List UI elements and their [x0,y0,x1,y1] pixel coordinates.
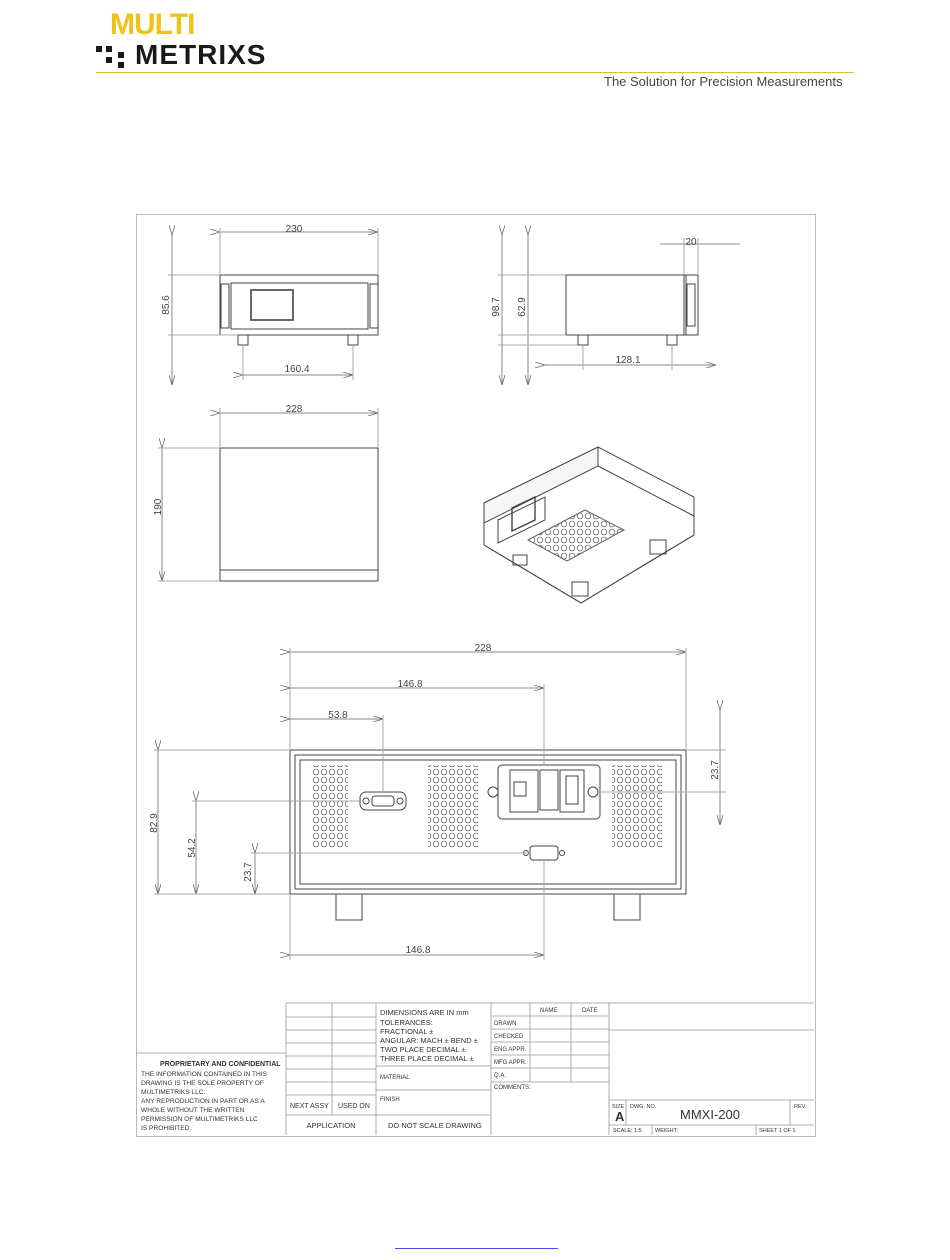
tb-size-label: SIZE [612,1104,625,1110]
tb-qa: Q.A. [494,1073,507,1079]
dim-rear-dsub-x: 146.8 [405,945,431,956]
tb-prop-line: IS PROHIBITED. [141,1125,192,1132]
tb-dwg-label: DWG. NO. [630,1104,657,1110]
tb-prop-line: DRAWING IS THE SOLE PROPERTY OF [141,1080,264,1087]
rear-view [154,648,726,960]
dim-rear-width: 228 [474,643,492,654]
tagline: The Solution for Precision Measurements [604,74,843,89]
tb-three-place: THREE PLACE DECIMAL ± [380,1054,474,1063]
dim-front-width: 230 [285,224,303,235]
tb-sheet: SHEET 1 OF 1 [759,1128,796,1134]
tb-eng-appr: ENG APPR. [494,1047,527,1053]
tb-checked: CHECKED [494,1034,524,1040]
tb-dwg-no: MMXI-200 [680,1107,740,1122]
dim-rear-height: 82.9 [149,813,160,833]
tb-size: A [615,1109,625,1124]
dim-side-body: 62.9 [517,297,528,317]
tb-next-assy: NEXT ASSY [290,1103,329,1110]
tb-used-on: USED ON [338,1103,370,1110]
dim-side-height: 98.7 [491,297,502,317]
tb-finish: FINISH [380,1097,400,1103]
tb-prop-line: WHOLE WITHOUT THE WRITTEN [141,1107,245,1114]
tb-proprietary-title: PROPRIETARY AND CONFIDENTIAL [160,1061,281,1068]
tb-mfg-appr: MFG APPR. [494,1060,527,1066]
dim-side-feet: 128.1 [615,355,641,366]
tb-material: MATERIAL [380,1075,410,1081]
logo-metrixs-text: METRIXS [135,39,267,70]
front-view [168,228,378,385]
footer-link-underline[interactable] [395,1248,558,1249]
dim-top-depth: 190 [153,498,164,516]
tb-weight: WEIGHT: [655,1128,678,1134]
tb-prop-line: PERMISSION OF MULTIMETRIKS LLC [141,1116,258,1123]
dim-rear-dsub-height: 23.7 [243,862,254,882]
tb-drawn: DRAWN [494,1021,517,1027]
tb-prop-line: MULTIMETRIKS LLC. [141,1089,206,1096]
tb-fractional: FRACTIONAL ± [380,1027,434,1036]
tb-application: APPLICATION [306,1121,356,1130]
tb-do-not-scale: DO NOT SCALE DRAWING [388,1121,482,1130]
tb-date-col: DATE [582,1008,598,1014]
tb-tolerances: TOLERANCES: [380,1018,433,1027]
tb-prop-line: ANY REPRODUCTION IN PART OR AS A [141,1098,265,1105]
tb-scale: SCALE: 1:5 [613,1128,642,1134]
tb-comments: COMMENTS: [494,1085,531,1091]
dim-rear-connector: 146.8 [397,679,423,690]
dim-top-width: 228 [285,404,303,415]
dim-rear-db: 53.8 [328,710,348,721]
dim-rear-power-offset: 23.7 [710,760,721,780]
tb-prop-line: THE INFORMATION CONTAINED IN THIS [141,1071,268,1078]
dim-front-feet: 160.4 [284,364,310,375]
tb-angular: ANGULAR: MACH ± BEND ± [380,1036,478,1045]
tb-name-col: NAME [540,1008,558,1014]
dim-front-height: 85.6 [161,295,172,315]
tb-dims-note: DIMENSIONS ARE IN mm [380,1008,469,1017]
top-view [158,408,378,581]
logo-multi-text: MULTI [110,8,195,41]
tb-rev: REV. [794,1104,807,1110]
dim-rear-db-height: 54.2 [187,838,198,858]
isometric-view [484,447,694,603]
dim-side-handle: 20 [685,237,697,248]
tb-proprietary-text [141,1071,268,1132]
tb-two-place: TWO PLACE DECIMAL ± [380,1045,466,1054]
